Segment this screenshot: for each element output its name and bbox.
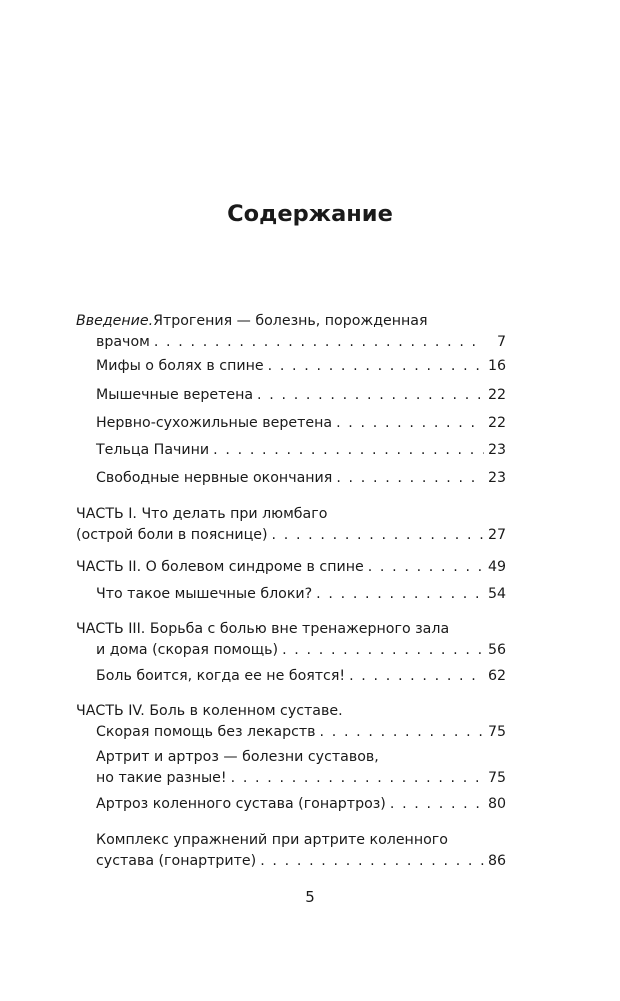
leader-dots xyxy=(320,722,484,743)
toc-entry-title-part: Комплекс упражнений при артрите коленного xyxy=(96,832,448,848)
leader-dots xyxy=(368,557,484,578)
toc-entry[interactable] xyxy=(76,385,506,406)
toc-page-number: 22 xyxy=(487,415,506,431)
toc-title: Содержание xyxy=(227,201,393,227)
toc-page-number: 75 xyxy=(487,770,506,786)
toc-entry-title-part: Ятрогения — болезнь, порожденная xyxy=(153,313,428,329)
leader-dots xyxy=(390,794,484,815)
page-number: 5 xyxy=(305,888,315,906)
toc-page-number: 80 xyxy=(487,796,506,812)
toc-page-number: 75 xyxy=(487,724,506,740)
toc-entry-part-1[interactable] xyxy=(76,504,506,546)
toc-entry-title-part: ЧАСТЬ III. Борьба с болью вне тренажерного зала xyxy=(76,621,450,637)
toc-entry-title: Тельца Пачини xyxy=(96,442,210,458)
leader-dots xyxy=(231,768,484,789)
toc-entry-title-part: сустава (гонартрите) xyxy=(96,853,257,869)
toc-entry[interactable] xyxy=(76,794,506,815)
toc-entry-title-part: (острой боли в пояснице) xyxy=(76,527,268,543)
toc-entry[interactable] xyxy=(76,747,506,789)
toc-page-number: 86 xyxy=(487,853,506,869)
toc-entry-title: Свободные нервные окончания xyxy=(96,470,333,486)
leader-dots xyxy=(316,584,484,605)
leader-dots xyxy=(336,413,484,434)
leader-dots xyxy=(257,385,484,406)
toc-entry[interactable] xyxy=(76,413,506,434)
toc-page-number: 22 xyxy=(487,387,506,403)
toc-entry-title: Что такое мышечные блоки? xyxy=(96,586,313,602)
toc-entry-title-part: Скорая помощь без лекарств xyxy=(96,724,316,740)
leader-dots xyxy=(282,640,484,661)
toc-entry-part-3[interactable] xyxy=(76,619,506,661)
toc-entry-title: Боль боится, когда ее не боятся! xyxy=(96,668,346,684)
toc-entry-title-part: ЧАСТЬ I. Что делать при люмбаго xyxy=(76,506,328,522)
toc-entry[interactable] xyxy=(76,356,506,377)
toc-entry-part-4[interactable] xyxy=(76,701,506,743)
leader-dots xyxy=(349,666,484,687)
leader-dots xyxy=(268,356,484,377)
toc-page-number: 7 xyxy=(496,334,506,350)
toc-page-number: 49 xyxy=(487,559,506,575)
toc-entry-italic-prefix: Введение. xyxy=(76,313,154,329)
toc-entry[interactable] xyxy=(76,830,506,872)
toc-entry-title-part: врачом xyxy=(96,334,150,350)
leader-dots xyxy=(154,332,484,353)
leader-dots xyxy=(260,851,484,872)
toc-entry[interactable] xyxy=(76,468,506,489)
toc-entry-title: ЧАСТЬ II. О болевом синдроме в спине xyxy=(76,559,364,575)
toc-entry[interactable] xyxy=(76,666,506,687)
leader-dots xyxy=(213,440,484,461)
leader-dots xyxy=(336,468,484,489)
toc-entry-title-part: но такие разные! xyxy=(96,770,227,786)
leader-dots xyxy=(272,525,484,546)
toc-page-number: 27 xyxy=(487,527,506,543)
toc-entry-title-part: и дома (скорая помощь) xyxy=(96,642,279,658)
toc-entry-title-part: ЧАСТЬ IV. Боль в коленном суставе. xyxy=(76,703,343,719)
toc-page-number: 23 xyxy=(487,442,506,458)
toc-entry[interactable] xyxy=(76,584,506,605)
toc-page-number: 23 xyxy=(487,470,506,486)
toc-page-number: 62 xyxy=(487,668,506,684)
toc-entry-title: Артроз коленного сустава (гонартроз) xyxy=(96,796,386,812)
toc-entry-introduction[interactable] xyxy=(76,311,506,353)
toc-page-number: 16 xyxy=(487,358,506,374)
toc-entry-title: Мифы о болях в спине xyxy=(96,358,264,374)
toc-entry-title: Мышечные веретена xyxy=(96,387,254,403)
toc-entry-part-2[interactable] xyxy=(76,557,506,578)
toc-page-number: 56 xyxy=(487,642,506,658)
toc-entry-title: Нервно-сухожильные веретена xyxy=(96,415,333,431)
toc-page-number: 54 xyxy=(487,586,506,602)
toc-entry-title-part: Артрит и артроз — болезни суставов, xyxy=(96,749,379,765)
toc-entry[interactable] xyxy=(76,440,506,461)
